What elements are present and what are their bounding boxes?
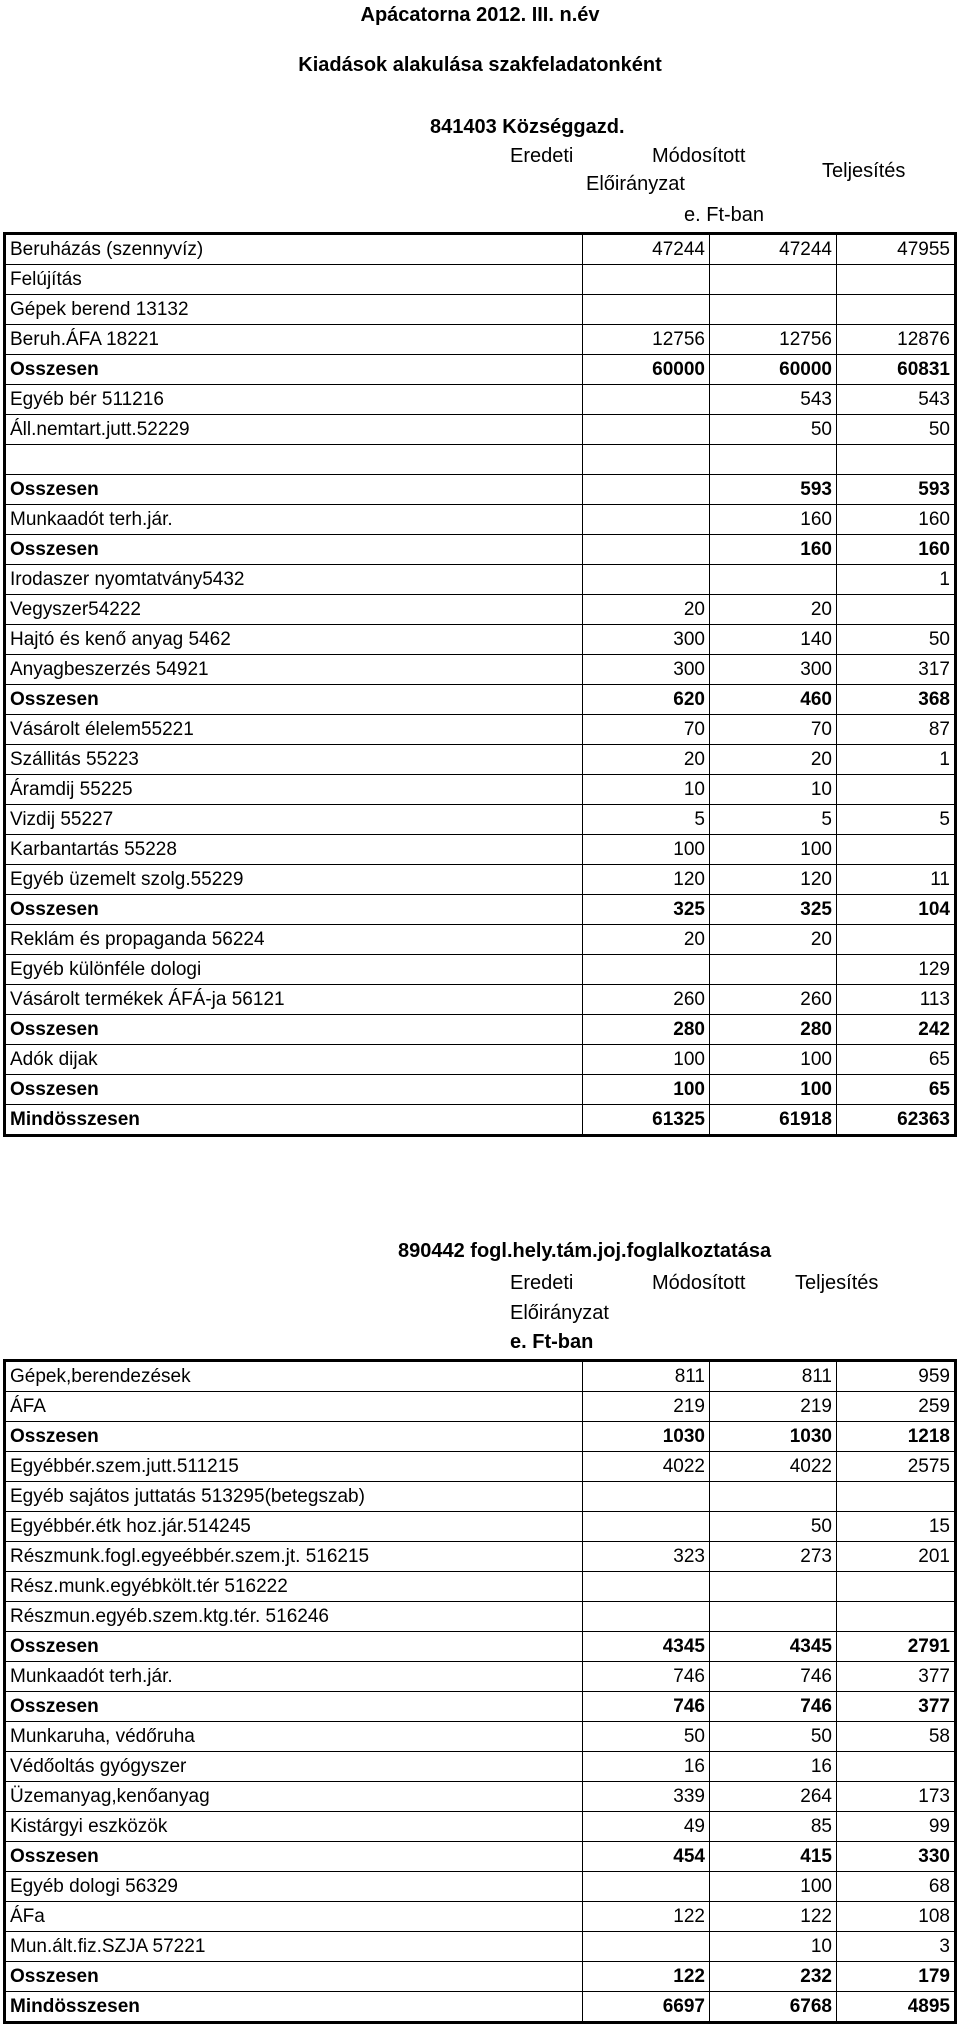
row-label: Vásárolt élelem55221 — [5, 715, 583, 745]
eredeti-cell — [583, 445, 710, 475]
modositott-cell: 20 — [710, 745, 837, 775]
total-row — [5, 1105, 956, 1136]
modositott-cell: 4345 — [710, 1632, 837, 1662]
page-subtitle: Kiadások alakulása szakfeladatonként — [298, 54, 662, 76]
modositott-cell — [710, 1572, 837, 1602]
table-row — [5, 1482, 956, 1512]
row-label: Felújítás — [5, 265, 583, 295]
teljesites-cell: 1 — [837, 745, 956, 775]
eredeti-cell: 61325 — [583, 1105, 710, 1136]
modositott-cell: 4022 — [710, 1452, 837, 1482]
teljesites-cell: 129 — [837, 955, 956, 985]
row-label: Vásárolt termékek ÁFÁ-ja 56121 — [5, 985, 583, 1015]
modositott-cell: 160 — [710, 535, 837, 565]
teljesites-cell: 317 — [837, 655, 956, 685]
eredeti-cell: 12756 — [583, 325, 710, 355]
teljesites-cell — [837, 775, 956, 805]
teljesites-cell: 12876 — [837, 325, 956, 355]
eredeti-cell — [583, 1932, 710, 1962]
modositott-cell: 16 — [710, 1752, 837, 1782]
table-row — [5, 1452, 956, 1482]
table-row — [5, 1812, 956, 1842]
row-label: Áll.nemtart.jutt.52229 — [5, 415, 583, 445]
eredeti-cell: 4022 — [583, 1452, 710, 1482]
teljesites-cell — [837, 1572, 956, 1602]
modositott-cell: 61918 — [710, 1105, 837, 1136]
table-row — [5, 445, 956, 475]
teljesites-cell: 104 — [837, 895, 956, 925]
teljesites-cell: 50 — [837, 415, 956, 445]
modositott-cell: 260 — [710, 985, 837, 1015]
eredeti-cell: 50 — [583, 1722, 710, 1752]
eredeti-cell: 260 — [583, 985, 710, 1015]
table-row — [5, 1392, 956, 1422]
row-label: Egyéb sajátos juttatás 513295(betegszab) — [5, 1482, 583, 1512]
modositott-cell — [710, 295, 837, 325]
teljesites-cell: 179 — [837, 1962, 956, 1992]
eredeti-cell: 70 — [583, 715, 710, 745]
table-row — [5, 565, 956, 595]
table-row — [5, 295, 956, 325]
eredeti-cell — [583, 1872, 710, 1902]
modositott-cell: 746 — [710, 1692, 837, 1722]
modositott-cell: 5 — [710, 805, 837, 835]
row-label: Rész.munk.egyébkölt.tér 516222 — [5, 1572, 583, 1602]
page-title: Apácatorna 2012. III. n.év — [360, 4, 600, 26]
teljesites-cell — [837, 925, 956, 955]
modositott-cell: 1030 — [710, 1422, 837, 1452]
row-label: Mindösszesen — [5, 1992, 583, 2023]
table-row — [5, 745, 956, 775]
section1-col-eredeti: Eredeti — [510, 145, 574, 167]
eredeti-cell: 323 — [583, 1542, 710, 1572]
modositott-cell: 50 — [710, 1722, 837, 1752]
teljesites-cell: 50 — [837, 625, 956, 655]
eredeti-cell: 280 — [583, 1015, 710, 1045]
teljesites-cell — [837, 1752, 956, 1782]
teljesites-cell: 242 — [837, 1015, 956, 1045]
table-row — [5, 1752, 956, 1782]
teljesites-cell: 377 — [837, 1692, 956, 1722]
eredeti-cell: 300 — [583, 655, 710, 685]
modositott-cell: 122 — [710, 1902, 837, 1932]
eredeti-cell: 5 — [583, 805, 710, 835]
row-label: Részmunk.fogl.egyeébbér.szem.jt. 516215 — [5, 1542, 583, 1572]
eredeti-cell: 746 — [583, 1662, 710, 1692]
table-row — [5, 925, 956, 955]
section2-title: 890442 fogl.hely.tám.joj.foglalkoztatása — [398, 1240, 772, 1262]
row-label: Osszesen — [5, 355, 583, 385]
eredeti-cell — [583, 505, 710, 535]
teljesites-cell: 330 — [837, 1842, 956, 1872]
table-row — [5, 234, 956, 265]
row-label: Irodaszer nyomtatvány5432 — [5, 565, 583, 595]
eredeti-cell — [583, 475, 710, 505]
total-row — [5, 1632, 956, 1662]
teljesites-cell: 60831 — [837, 355, 956, 385]
row-label: Osszesen — [5, 1962, 583, 1992]
eredeti-cell — [583, 565, 710, 595]
eredeti-cell: 100 — [583, 1045, 710, 1075]
modositott-cell: 100 — [710, 835, 837, 865]
modositott-cell: 70 — [710, 715, 837, 745]
eredeti-cell — [583, 1602, 710, 1632]
eredeti-cell: 47244 — [583, 234, 710, 265]
total-row — [5, 1422, 956, 1452]
eredeti-cell — [583, 1482, 710, 1512]
table-row — [5, 1872, 956, 1902]
table-row — [5, 415, 956, 445]
total-row — [5, 1962, 956, 1992]
teljesites-cell — [837, 265, 956, 295]
modositott-cell — [710, 1602, 837, 1632]
row-label: Áramdij 55225 — [5, 775, 583, 805]
eredeti-cell: 620 — [583, 685, 710, 715]
teljesites-cell: 160 — [837, 505, 956, 535]
teljesites-cell — [837, 445, 956, 475]
eredeti-cell: 325 — [583, 895, 710, 925]
table-row — [5, 1542, 956, 1572]
table-row — [5, 865, 956, 895]
section2-col-eloiranyzat: Előirányzat — [510, 1302, 609, 1324]
row-label: Egyéb üzemelt szolg.55229 — [5, 865, 583, 895]
row-label: Szállitás 55223 — [5, 745, 583, 775]
total-row — [5, 475, 956, 505]
modositott-cell: 85 — [710, 1812, 837, 1842]
modositott-cell: 100 — [710, 1045, 837, 1075]
modositott-cell: 280 — [710, 1015, 837, 1045]
modositott-cell: 60000 — [710, 355, 837, 385]
teljesites-cell: 108 — [837, 1902, 956, 1932]
modositott-cell: 20 — [710, 595, 837, 625]
table-row — [5, 1602, 956, 1632]
modositott-cell: 325 — [710, 895, 837, 925]
teljesites-cell: 62363 — [837, 1105, 956, 1136]
eredeti-cell: 811 — [583, 1361, 710, 1392]
row-label: Részmun.egyéb.szem.ktg.tér. 516246 — [5, 1602, 583, 1632]
row-label: Munkaadót terh.jár. — [5, 1662, 583, 1692]
eredeti-cell: 339 — [583, 1782, 710, 1812]
modositott-cell: 264 — [710, 1782, 837, 1812]
section1-table — [3, 232, 957, 1137]
table-row — [5, 595, 956, 625]
table-row — [5, 1932, 956, 1962]
teljesites-cell: 593 — [837, 475, 956, 505]
table-row — [5, 265, 956, 295]
teljesites-cell: 87 — [837, 715, 956, 745]
eredeti-cell: 122 — [583, 1902, 710, 1932]
modositott-cell: 273 — [710, 1542, 837, 1572]
row-label: Osszesen — [5, 1842, 583, 1872]
row-label: ÁFA — [5, 1392, 583, 1422]
teljesites-cell: 2575 — [837, 1452, 956, 1482]
row-label — [5, 445, 583, 475]
modositott-cell: 300 — [710, 655, 837, 685]
teljesites-cell: 160 — [837, 535, 956, 565]
teljesites-cell: 368 — [837, 685, 956, 715]
modositott-cell: 543 — [710, 385, 837, 415]
modositott-cell: 593 — [710, 475, 837, 505]
modositott-cell: 100 — [710, 1075, 837, 1105]
row-label: ÁFa — [5, 1902, 583, 1932]
row-label: Védőoltás gyógyszer — [5, 1752, 583, 1782]
teljesites-cell: 377 — [837, 1662, 956, 1692]
table-row — [5, 1045, 956, 1075]
table-row — [5, 1722, 956, 1752]
table-row — [5, 775, 956, 805]
modositott-cell — [710, 265, 837, 295]
modositott-cell: 12756 — [710, 325, 837, 355]
teljesites-cell: 543 — [837, 385, 956, 415]
row-label: Vegyszer54222 — [5, 595, 583, 625]
table-row — [5, 325, 956, 355]
row-label: Adók dijak — [5, 1045, 583, 1075]
table-row — [5, 1512, 956, 1542]
eredeti-cell — [583, 385, 710, 415]
section1-col-teljesites: Teljesítés — [822, 160, 906, 182]
table-row — [5, 955, 956, 985]
row-label: Üzemanyag,kenőanyag — [5, 1782, 583, 1812]
table-row — [5, 1782, 956, 1812]
eredeti-cell: 100 — [583, 1075, 710, 1105]
total-row — [5, 1015, 956, 1045]
row-label: Mun.ált.fiz.SZJA 57221 — [5, 1932, 583, 1962]
row-label: Beruházás (szennyvíz) — [5, 234, 583, 265]
eredeti-cell: 49 — [583, 1812, 710, 1842]
modositott-cell: 47244 — [710, 234, 837, 265]
eredeti-cell — [583, 295, 710, 325]
modositott-cell: 219 — [710, 1392, 837, 1422]
row-label: Osszesen — [5, 1692, 583, 1722]
teljesites-cell: 47955 — [837, 234, 956, 265]
teljesites-cell: 58 — [837, 1722, 956, 1752]
eredeti-cell — [583, 265, 710, 295]
eredeti-cell: 4345 — [583, 1632, 710, 1662]
table-row — [5, 655, 956, 685]
teljesites-cell — [837, 595, 956, 625]
row-label: Gépek berend 13132 — [5, 295, 583, 325]
row-label: Osszesen — [5, 685, 583, 715]
section2-col-modositott: Módosított — [652, 1272, 746, 1294]
row-label: Osszesen — [5, 535, 583, 565]
eredeti-cell: 300 — [583, 625, 710, 655]
modositott-cell: 160 — [710, 505, 837, 535]
table-row — [5, 1361, 956, 1392]
teljesites-cell: 99 — [837, 1812, 956, 1842]
modositott-cell — [710, 565, 837, 595]
row-label: Beruh.ÁFA 18221 — [5, 325, 583, 355]
eredeti-cell: 16 — [583, 1752, 710, 1782]
teljesites-cell: 5 — [837, 805, 956, 835]
eredeti-cell — [583, 1572, 710, 1602]
row-label: Anyagbeszerzés 54921 — [5, 655, 583, 685]
teljesites-cell: 113 — [837, 985, 956, 1015]
eredeti-cell: 100 — [583, 835, 710, 865]
teljesites-cell: 68 — [837, 1872, 956, 1902]
row-label: Egyébbér.étk hoz.jár.514245 — [5, 1512, 583, 1542]
modositott-cell: 232 — [710, 1962, 837, 1992]
row-label: Egyébbér.szem.jutt.511215 — [5, 1452, 583, 1482]
modositott-cell: 50 — [710, 415, 837, 445]
eredeti-cell: 20 — [583, 745, 710, 775]
row-label: Osszesen — [5, 1075, 583, 1105]
modositott-cell: 6768 — [710, 1992, 837, 2023]
modositott-cell — [710, 955, 837, 985]
section1-unit: e. Ft-ban — [684, 204, 765, 226]
total-row — [5, 685, 956, 715]
teljesites-cell: 11 — [837, 865, 956, 895]
row-label: Egyéb különféle dologi — [5, 955, 583, 985]
eredeti-cell — [583, 1512, 710, 1542]
eredeti-cell: 6697 — [583, 1992, 710, 2023]
eredeti-cell: 20 — [583, 595, 710, 625]
table-row — [5, 625, 956, 655]
eredeti-cell — [583, 415, 710, 445]
table-row — [5, 1572, 956, 1602]
row-label: Karbantartás 55228 — [5, 835, 583, 865]
table-row — [5, 1902, 956, 1932]
teljesites-cell: 173 — [837, 1782, 956, 1812]
modositott-cell: 10 — [710, 1932, 837, 1962]
table-row — [5, 985, 956, 1015]
table-row — [5, 505, 956, 535]
eredeti-cell: 746 — [583, 1692, 710, 1722]
eredeti-cell: 20 — [583, 925, 710, 955]
row-label: Osszesen — [5, 1015, 583, 1045]
total-row — [5, 535, 956, 565]
modositott-cell — [710, 445, 837, 475]
table-row — [5, 805, 956, 835]
modositott-cell: 100 — [710, 1872, 837, 1902]
row-label: Kistárgyi eszközök — [5, 1812, 583, 1842]
eredeti-cell — [583, 535, 710, 565]
section2-unit: e. Ft-ban — [510, 1331, 594, 1353]
modositott-cell: 10 — [710, 775, 837, 805]
teljesites-cell: 65 — [837, 1045, 956, 1075]
section2-col-eredeti: Eredeti — [510, 1272, 574, 1294]
teljesites-cell: 959 — [837, 1361, 956, 1392]
row-label: Osszesen — [5, 1632, 583, 1662]
teljesites-cell: 15 — [837, 1512, 956, 1542]
teljesites-cell: 65 — [837, 1075, 956, 1105]
total-row — [5, 1992, 956, 2023]
table-row — [5, 385, 956, 415]
section1-col-modositott: Módosított — [652, 145, 746, 167]
modositott-cell: 120 — [710, 865, 837, 895]
section2-col-teljesites: Teljesítés — [795, 1272, 879, 1294]
eredeti-cell: 10 — [583, 775, 710, 805]
row-label: Vizdij 55227 — [5, 805, 583, 835]
teljesites-cell: 1218 — [837, 1422, 956, 1452]
modositott-cell: 415 — [710, 1842, 837, 1872]
teljesites-cell: 4895 — [837, 1992, 956, 2023]
eredeti-cell: 219 — [583, 1392, 710, 1422]
teljesites-cell: 259 — [837, 1392, 956, 1422]
row-label: Osszesen — [5, 475, 583, 505]
modositott-cell: 20 — [710, 925, 837, 955]
row-label: Egyéb dologi 56329 — [5, 1872, 583, 1902]
modositott-cell: 746 — [710, 1662, 837, 1692]
eredeti-cell: 120 — [583, 865, 710, 895]
row-label: Osszesen — [5, 895, 583, 925]
eredeti-cell: 1030 — [583, 1422, 710, 1452]
total-row — [5, 1842, 956, 1872]
modositott-cell: 140 — [710, 625, 837, 655]
teljesites-cell — [837, 1602, 956, 1632]
total-row — [5, 1692, 956, 1722]
teljesites-cell — [837, 1482, 956, 1512]
eredeti-cell: 60000 — [583, 355, 710, 385]
modositott-cell: 460 — [710, 685, 837, 715]
teljesites-cell — [837, 835, 956, 865]
row-label: Munkaadót terh.jár. — [5, 505, 583, 535]
row-label: Reklám és propaganda 56224 — [5, 925, 583, 955]
teljesites-cell: 3 — [837, 1932, 956, 1962]
row-label: Hajtó és kenő anyag 5462 — [5, 625, 583, 655]
total-row — [5, 355, 956, 385]
modositott-cell — [710, 1482, 837, 1512]
eredeti-cell — [583, 955, 710, 985]
total-row — [5, 895, 956, 925]
teljesites-cell: 2791 — [837, 1632, 956, 1662]
modositott-cell: 811 — [710, 1361, 837, 1392]
section1-col-eloiranyzat: Előirányzat — [586, 173, 685, 195]
teljesites-cell: 201 — [837, 1542, 956, 1572]
row-label: Gépek,berendezések — [5, 1361, 583, 1392]
eredeti-cell: 122 — [583, 1962, 710, 1992]
teljesites-cell: 1 — [837, 565, 956, 595]
row-label: Egyéb bér 511216 — [5, 385, 583, 415]
row-label: Mindösszesen — [5, 1105, 583, 1136]
row-label: Munkaruha, védőruha — [5, 1722, 583, 1752]
table-row — [5, 715, 956, 745]
table-row — [5, 1662, 956, 1692]
teljesites-cell — [837, 295, 956, 325]
row-label: Osszesen — [5, 1422, 583, 1452]
total-row — [5, 1075, 956, 1105]
section2-table — [3, 1359, 957, 2024]
table-row — [5, 835, 956, 865]
modositott-cell: 50 — [710, 1512, 837, 1542]
section1-title: 841403 Községgazd. — [430, 116, 625, 138]
eredeti-cell: 454 — [583, 1842, 710, 1872]
